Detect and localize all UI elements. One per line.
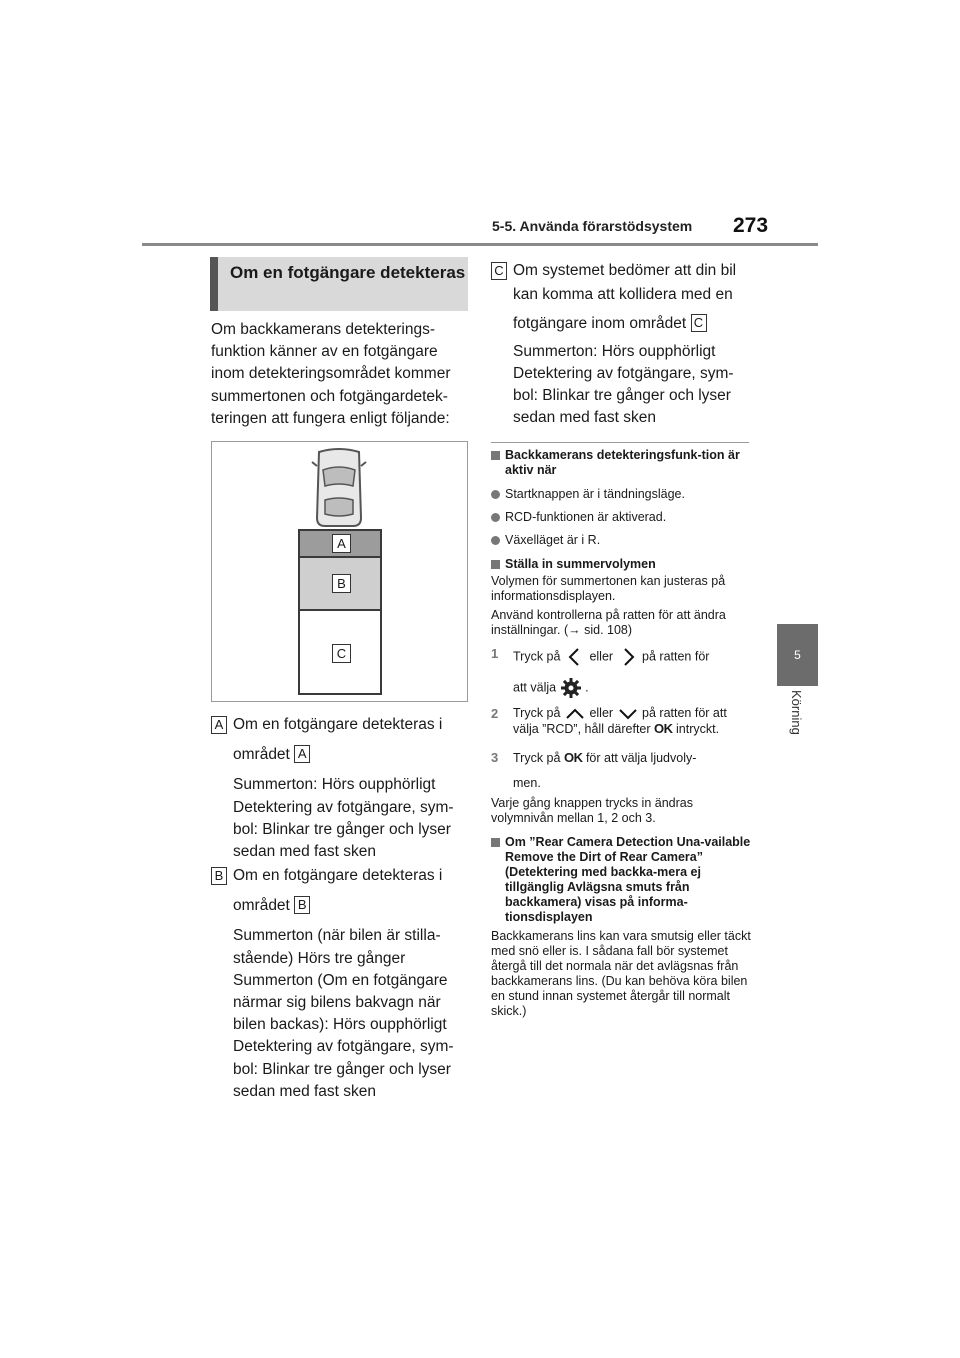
chapter-label: Körning (789, 690, 804, 735)
item-c-detect: Detektering av fotgängare, sym-bol: Blinkar tre gånger och lyser sedan med fast sken (513, 364, 734, 427)
ok-icon: OK (654, 721, 673, 736)
ok-icon: OK (563, 750, 583, 765)
step-note: Varje gång knappen trycks in ändras volymnivån mellan 1, 2 och 3. (491, 796, 693, 825)
zone-b (298, 556, 382, 611)
chevron-right-icon (617, 646, 639, 668)
item-b-detect: Detektering av fotgängare, sym-bol: Blinkar tre gånger och lyser sedan med fast sken (233, 1038, 454, 1100)
item-a-ref: A (294, 745, 310, 763)
zone-c-label: C (332, 644, 351, 663)
chevron-up-icon (564, 707, 586, 721)
volume-text-2: Använd kontrollerna på ratten för att ändra inställningar. (→ sid. 108) (491, 608, 726, 637)
info-block (491, 448, 753, 1019)
volume-text-1: Volymen för summertonen kan justeras på informationsdisplayen. (491, 574, 726, 603)
condition-item: Startknappen är i tändningsläge. (491, 487, 753, 502)
car-icon (311, 448, 367, 528)
item-c-line3: fotgängare inom området (513, 315, 687, 333)
item-a (211, 714, 473, 863)
rcd-heading: Om ”Rear Camera Detection Una-vailable Remove the Dirt of Rear Camera” (Detektering med backka-mera ej tillgänglig Avlägsna smuts från backkamera) visas på informa-tionsdisplayen (491, 835, 753, 925)
item-a-marker: A (211, 716, 227, 734)
item-b (211, 865, 473, 1103)
detection-diagram (211, 441, 468, 702)
item-a-line2: området (233, 746, 290, 764)
section-heading: Om en fotgängare detekteras (210, 257, 468, 311)
active-heading: Backkamerans detekteringsfunk-tion är aktiv när (491, 448, 753, 478)
item-b-line2: området (233, 897, 290, 915)
header-rule (142, 243, 818, 246)
item-b-sound1: Summerton (när bilen är stilla-stående) Hörs tre gånger (233, 927, 441, 967)
item-c-ref: C (691, 314, 707, 332)
condition-item: Växelläget är i R. (491, 533, 753, 548)
item-b-marker: B (211, 867, 227, 885)
step-3: 3 Tryck på OK för att välja ljudvoly- (491, 750, 697, 765)
zone-a-label: A (332, 534, 351, 553)
step-2: 2 Tryck på eller på ratten för att välja ”RCD”, håll därefter OK intryckt. (491, 706, 727, 736)
chevron-left-icon (564, 646, 586, 668)
step-3-cont: men. (513, 776, 541, 790)
item-a-detect: Detektering av fotgängare, sym-bol: Blinkar tre gånger och lyser sedan med fast sken (233, 798, 454, 861)
zone-c (298, 609, 382, 695)
item-b-ref: B (294, 896, 310, 914)
condition-item: RCD-funktionen är aktiverad. (491, 510, 753, 525)
item-a-sound: Summerton: Hörs oupphörligt (233, 776, 436, 794)
item-c-line2: kan komma att kollidera med en (513, 286, 733, 304)
step-1-cont: att välja . (491, 677, 753, 699)
chapter-tab: 5 (777, 624, 818, 686)
section-title: 5-5. Använda förarstödsystem (492, 218, 693, 234)
item-c-line1: Om systemet bedömer att din bil (513, 262, 737, 279)
item-c-marker: C (491, 262, 507, 280)
item-b-sound2: Summerton (Om en fotgängare närmar sig bilens bakvagn när bilen backas): Hörs oupphörligt (233, 971, 448, 1034)
chevron-down-icon (617, 707, 639, 721)
zone-b-label: B (332, 574, 351, 593)
item-a-line1: Om en fotgängare detekteras i (233, 716, 443, 733)
item-c (491, 260, 753, 429)
intro-text: Om backkamerans detekterings-funktion känner av en fotgängare inom detekteringsområdet kommer summertonen och fotgängardetek-teringen att fungera enligt följande: (211, 321, 451, 427)
item-b-line1: Om en fotgängare detekteras i (233, 867, 443, 884)
item-c-sound: Summerton: Hörs oupphörligt (513, 342, 716, 360)
rcd-text: Backkamerans lins kan vara smutsig eller täckt med snö eller is. I sådana fall bör systemet återgå till det normala när det avlägsnas från backkamerans lins. (Du kan behöva köra bilen en stund innan systemet återgår till normalt skick.) (491, 929, 751, 1018)
page-number: 273 (733, 214, 769, 237)
gear-icon (560, 677, 582, 699)
zone-a (298, 529, 382, 558)
step-1: 1 Tryck på eller på ratten för (491, 646, 753, 668)
divider (491, 442, 749, 443)
volume-heading: Ställa in summervolymen (491, 557, 753, 572)
